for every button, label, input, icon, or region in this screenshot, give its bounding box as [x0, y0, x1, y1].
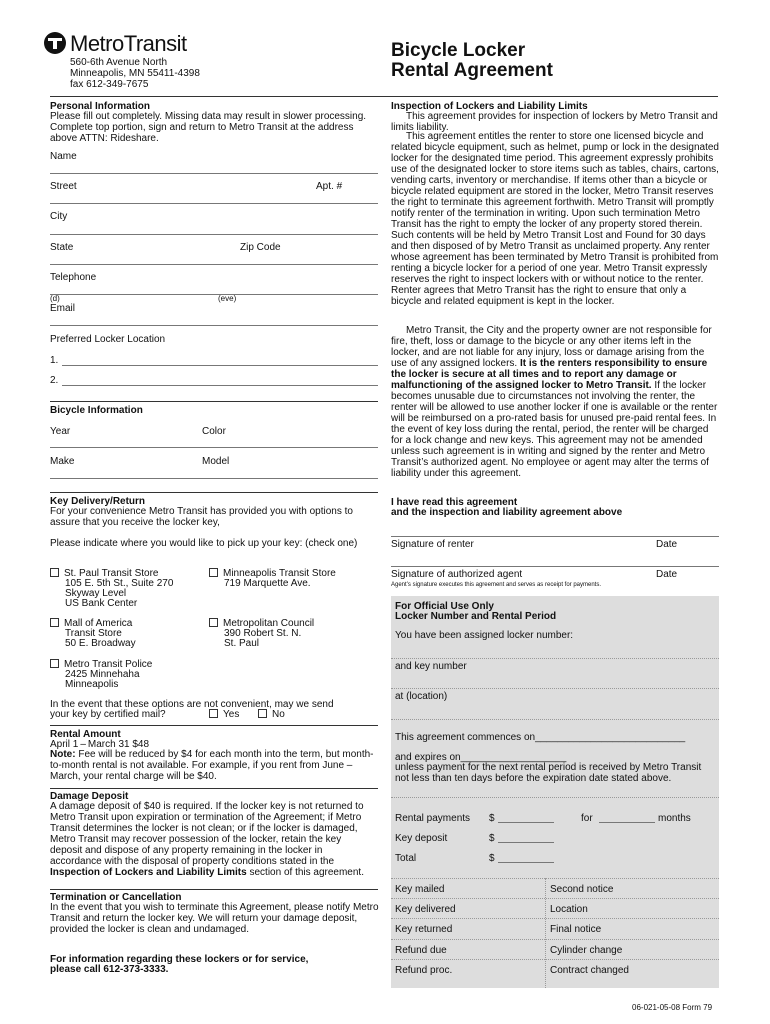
day-phone-label: (d): [50, 294, 60, 303]
total-dollar: $: [489, 853, 495, 864]
totals-divider: [391, 878, 719, 879]
location-1-field[interactable]: [62, 365, 378, 366]
zip-label: Zip Code: [240, 242, 281, 253]
renter-date-label: Date: [656, 539, 678, 550]
location-option-2: 2.: [50, 375, 59, 386]
renter-signature-label: Signature of renter: [391, 539, 474, 550]
police-option[interactable]: Metro Transit Police: [50, 659, 152, 670]
met-council-checkbox[interactable]: [209, 618, 218, 627]
header-divider: [50, 96, 718, 97]
state-label: State: [50, 242, 74, 253]
bicycle-divider: [50, 401, 378, 402]
minneapolis-checkbox[interactable]: [209, 568, 218, 577]
state-zip-field[interactable]: [50, 264, 378, 265]
location-option-1: 1.: [50, 355, 59, 366]
key-deposit-dollar: $: [489, 833, 495, 844]
inspection-paragraph-1: This agreement provides for inspection of lockers by Metro Transit and limits liability.: [391, 111, 718, 133]
inspection-paragraph-2: This agreement entitles the renter to store one licensed bicycle and related bicycle equipment, such as helmet, pump or lock in the designated locker for the designated time period. This agreement expressly prohibits use of the designated locker to store items such as tables, chairs, cartons, vending carts, inventory or merchandise. If items other than a bicycle or bicycle related equipment are stored in the locker, Metro Transit reserves the right to terminate this agreement forthwith. Metro Transit will promptly notify renter of the termination in writing. Upon such termination Metro Transit has the right to empty the locker of any property stored therein. Such contents will be held by Metro Transit Lost and Found for 30 days and then disposed of by Metro Transit as unclaimed property. Any renter whose agreement has been terminated by Metro Transit is prohibited from renting a bicycle locker for a period of one year. Metro Transit expressly reserves the right to inspect lockers with or without notice to the renter. Renter agrees that Metro Transit has the right to ensure that only a bicycle and related equipment is kept in the locker.: [391, 131, 719, 307]
months-label: months: [658, 813, 691, 824]
address-line-2: Minneapolis, MN 55411-4398: [70, 68, 200, 79]
rental-period: April 1 – March 31 $48: [50, 739, 150, 750]
grid-refund-proc: Refund proc.: [395, 965, 453, 976]
grid-row-divider: [391, 898, 719, 899]
bicycle-heading: Bicycle Information: [50, 405, 143, 416]
agent-signature-label: Signature of authorized agent: [391, 569, 523, 580]
key-number-field[interactable]: [391, 688, 719, 689]
color-label: Color: [202, 426, 226, 437]
commences-label: This agreement commences on___________________________: [395, 732, 686, 743]
certified-mail-question-1: In the event that these options are not convenient, may we send: [50, 699, 334, 710]
rental-payments-label: Rental payments: [395, 813, 471, 824]
mall-of-america-option[interactable]: Mall of America: [50, 618, 132, 629]
location-2-field[interactable]: [62, 385, 378, 386]
make-label: Make: [50, 456, 75, 467]
months-field[interactable]: [599, 822, 655, 823]
street-label: Street: [50, 181, 77, 192]
termination-text: In the event that you wish to terminate this Agreement, please notify Metro Transit and return the locker key. We will return your damage deposit, provided the locker is clean and undamaged.: [50, 902, 379, 935]
make-model-field[interactable]: [50, 478, 378, 479]
rental-heading: Rental Amount: [50, 729, 121, 740]
agent-date-label: Date: [656, 569, 678, 580]
locker-location-label: Preferred Locker Location: [50, 334, 166, 345]
metro-transit-logo-icon: [44, 32, 66, 54]
renewal-text: unless payment for the next rental period is received by Metro Transit not less than ten days before the expiration date stated above.: [395, 762, 702, 784]
info-line-2: please call 612-373-3333.: [50, 964, 169, 975]
assigned-locker-label: You have been assigned locker number:: [395, 630, 574, 641]
certified-no-option[interactable]: No: [258, 709, 285, 720]
official-heading-2: Locker Number and Rental Period: [395, 611, 557, 622]
read-agreement-line-1: I have read this agreement: [391, 497, 518, 508]
model-label: Model: [202, 456, 230, 467]
email-field[interactable]: [50, 325, 378, 326]
logo-text: MetroTransit: [70, 31, 187, 56]
rental-note: Note: Fee will be reduced by $4 for each month into the term, but month-to-month rental is not available. For example, if you rent from June – March, your rental charge will be $40.: [50, 749, 374, 782]
deposit-text: A damage deposit of $40 is required. If the locker key is not returned to Metro Transit upon expiration or termination of the Agreement; if Metro Transit determines the locker is not clean; or if the locker is damaged, Metro Transit may recover possession of the locker, retain the key deposit and dispose of any property remaining in the locker in accordance with the disposal of property conditions stated in the Inspection of Lockers and Liability Limits section of this agreement.: [50, 801, 364, 878]
key-delivery-intro: For your convenience Metro Transit has provided you with options to assure that you receive the locker key,: [50, 506, 353, 528]
renter-signature-line[interactable]: [391, 536, 719, 537]
name-field[interactable]: [50, 173, 378, 174]
grid-row-divider: [391, 939, 719, 940]
termination-heading: Termination or Cancellation: [50, 892, 182, 903]
total-label: Total: [395, 853, 417, 864]
official-heading-1: For Official Use Only: [395, 601, 494, 612]
form-number: 06-021-05-08 Form 79: [632, 1003, 713, 1012]
apt-label: Apt. #: [316, 181, 343, 192]
info-line-1: For information regarding these lockers or for service,: [50, 954, 309, 965]
inspection-heading: Inspection of Lockers and Liability Limits: [391, 101, 588, 112]
mall-checkbox[interactable]: [50, 618, 59, 627]
grid-row-divider: [391, 959, 719, 960]
total-field[interactable]: [498, 862, 554, 863]
grid-cylinder-change: Cylinder change: [550, 945, 623, 956]
grid-location: Location: [550, 904, 588, 915]
grid-key-returned: Key returned: [395, 924, 453, 935]
police-address-1: 2425 Minnehaha: [65, 669, 140, 680]
key-deposit-field[interactable]: [498, 842, 554, 843]
st-paul-address-2: Skyway Level: [65, 588, 127, 599]
locker-number-field[interactable]: [391, 658, 719, 659]
address-line-1: 560-6th Avenue North: [70, 57, 168, 68]
key-deposit-label: Key deposit: [395, 833, 448, 844]
rental-divider: [50, 725, 378, 726]
email-label: Email: [50, 303, 76, 314]
mall-address-1: Transit Store: [65, 628, 122, 639]
key-divider: [50, 492, 378, 493]
grid-column-divider: [545, 878, 546, 988]
grid-final-notice: Final notice: [550, 924, 602, 935]
deposit-divider: [50, 788, 378, 789]
mall-address-2: 50 E. Broadway: [65, 638, 136, 649]
st-paul-store-option[interactable]: St. Paul Transit Store: [50, 568, 159, 579]
st-paul-address-3: US Bank Center: [65, 598, 138, 609]
agent-note: Agent’s signature executes this agreement and serves as receipt for payments.: [391, 582, 602, 588]
grid-second-notice: Second notice: [550, 884, 614, 895]
st-paul-checkbox[interactable]: [50, 568, 59, 577]
grid-key-mailed: Key mailed: [395, 884, 445, 895]
certified-yes-option[interactable]: Yes: [209, 709, 239, 720]
year-label: Year: [50, 426, 71, 437]
no-checkbox[interactable]: [258, 709, 267, 718]
met-council-address-2: St. Paul: [224, 638, 260, 649]
minneapolis-store-option[interactable]: Minneapolis Transit Store: [209, 568, 336, 579]
title-line-2: Rental Agreement: [391, 60, 553, 81]
for-label: for: [581, 813, 593, 824]
agent-signature-line[interactable]: [391, 566, 719, 567]
read-agreement-line-2: and the inspection and liability agreement above: [391, 507, 623, 518]
location-label: at (location): [395, 691, 448, 702]
period-divider: [391, 797, 719, 798]
title-line-1: Bicycle Locker: [391, 40, 526, 61]
city-field[interactable]: [50, 234, 378, 235]
key-delivery-heading: Key Delivery/Return: [50, 496, 146, 507]
st-paul-address-1: 105 E. 5th St., Suite 270: [65, 578, 174, 589]
fax-number: fax 612-349-7675: [70, 79, 149, 90]
certified-mail-question-2: your key by certified mail?: [50, 709, 166, 720]
personal-intro: Please fill out completely. Missing data may result in slower processing. Complete top portion, sign and return to Metro Transit at the address above ATTN: Rideshare.: [50, 111, 367, 144]
rental-payments-dollar: $: [489, 813, 495, 824]
street-field[interactable]: [50, 203, 378, 204]
met-council-address-1: 390 Robert St. N.: [224, 628, 302, 639]
rental-payments-field[interactable]: [498, 822, 554, 823]
telephone-label: Telephone: [50, 272, 97, 283]
expires-label: and expires on___________________: [395, 752, 567, 763]
termination-divider: [50, 889, 378, 890]
eve-phone-label: (eve): [218, 294, 237, 303]
telephone-field[interactable]: [50, 294, 378, 295]
grid-key-delivered: Key delivered: [395, 904, 456, 915]
met-council-option[interactable]: Metropolitan Council: [209, 618, 314, 629]
yes-checkbox[interactable]: [209, 709, 218, 718]
name-label: Name: [50, 151, 77, 162]
inspection-paragraph-3: Metro Transit, the City and the property owner are not responsible for fire, theft, loss or damage to the bicycle or any other items left in the locker, and are not liable for any injury, loss or damage arising from the use of any assigned lockers. It is the renters responsibility to ensure the locker is secure at all times and to report any damage or malfunctioning of the assigned locker to Metro Transit. If the locker becomes unusable due to circumstances not involving the renter, the renter will be allowed to use another locker if one is available or the renter will be reimbursed on a pro-rated basis for unused pre-paid rental fees. In the event of key loss during the rental, period, the renter will be charged for a lock change and new keys. This agreement may not be amended unless such agreement is in writing and signed by the renter and Metro Transit’s authorized agent. No employee or agent may alter the terms of liability under this agreement.: [391, 325, 718, 479]
police-address-2: Minneapolis: [65, 679, 119, 690]
deposit-heading: Damage Deposit: [50, 791, 129, 802]
minneapolis-address: 719 Marquette Ave.: [224, 578, 311, 589]
grid-row-divider: [391, 918, 719, 919]
city-label: City: [50, 211, 68, 222]
grid-refund-due: Refund due: [395, 945, 447, 956]
grid-contract-changed: Contract changed: [550, 965, 629, 976]
pickup-instructions: Please indicate where you would like to pick up your key: (check one): [50, 538, 358, 549]
police-checkbox[interactable]: [50, 659, 59, 668]
personal-heading: Personal Information: [50, 101, 151, 112]
location-field[interactable]: [391, 719, 719, 720]
year-color-field[interactable]: [50, 447, 378, 448]
key-number-label: and key number: [395, 661, 467, 672]
